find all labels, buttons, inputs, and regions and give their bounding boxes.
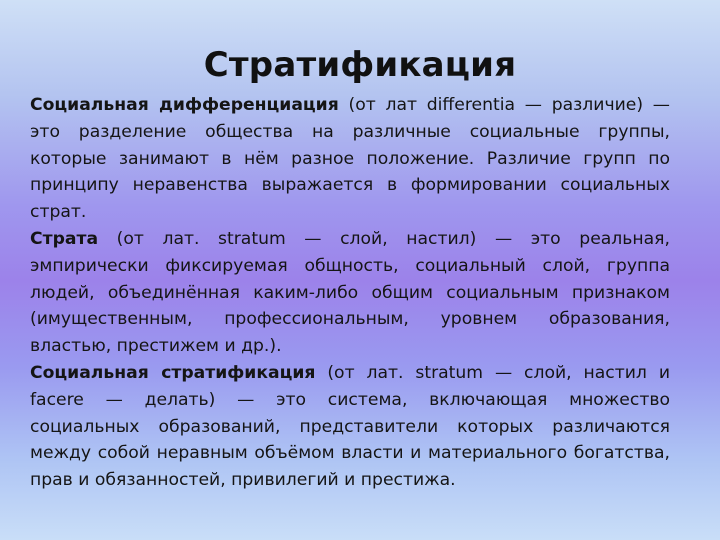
definition-strata: (от лат. stratum — слой, настил) — это реальная, эмпирически фиксируемая общность, социальный слой, группа людей, объединённая каким-либо общим социальным признаком (имущественным, профессиональным, уровнем образования, властью, престижем и др.). — [30, 228, 670, 357]
paragraph-social-differentiation — [30, 92, 670, 226]
definition-social-stratification: (от лат. stratum — слой, настил и facere — делать) — это система, включающая множество социальных образований, представители которых различаются между собой неравным объёмом власти и материального богатства, прав и обязанностей, привилегий и престижа. — [30, 362, 670, 491]
paragraph-social-stratification — [30, 360, 670, 494]
paragraph-strata — [30, 226, 670, 360]
definition-social-differentiation: (от лат differentia — различие) — это разделение общества на различные социальные группы, которые занимают в нём разное положение. Различие групп по принципу неравенства выражается в формировании социальных страт. — [30, 95, 670, 223]
term-social-stratification: Социальная стратификация — [30, 362, 316, 383]
slide-title: Стратификация — [203, 44, 517, 85]
term-social-differentiation: Социальная дифференциация — [30, 95, 339, 115]
term-strata: Страта — [30, 228, 99, 249]
slide-body — [30, 92, 670, 494]
